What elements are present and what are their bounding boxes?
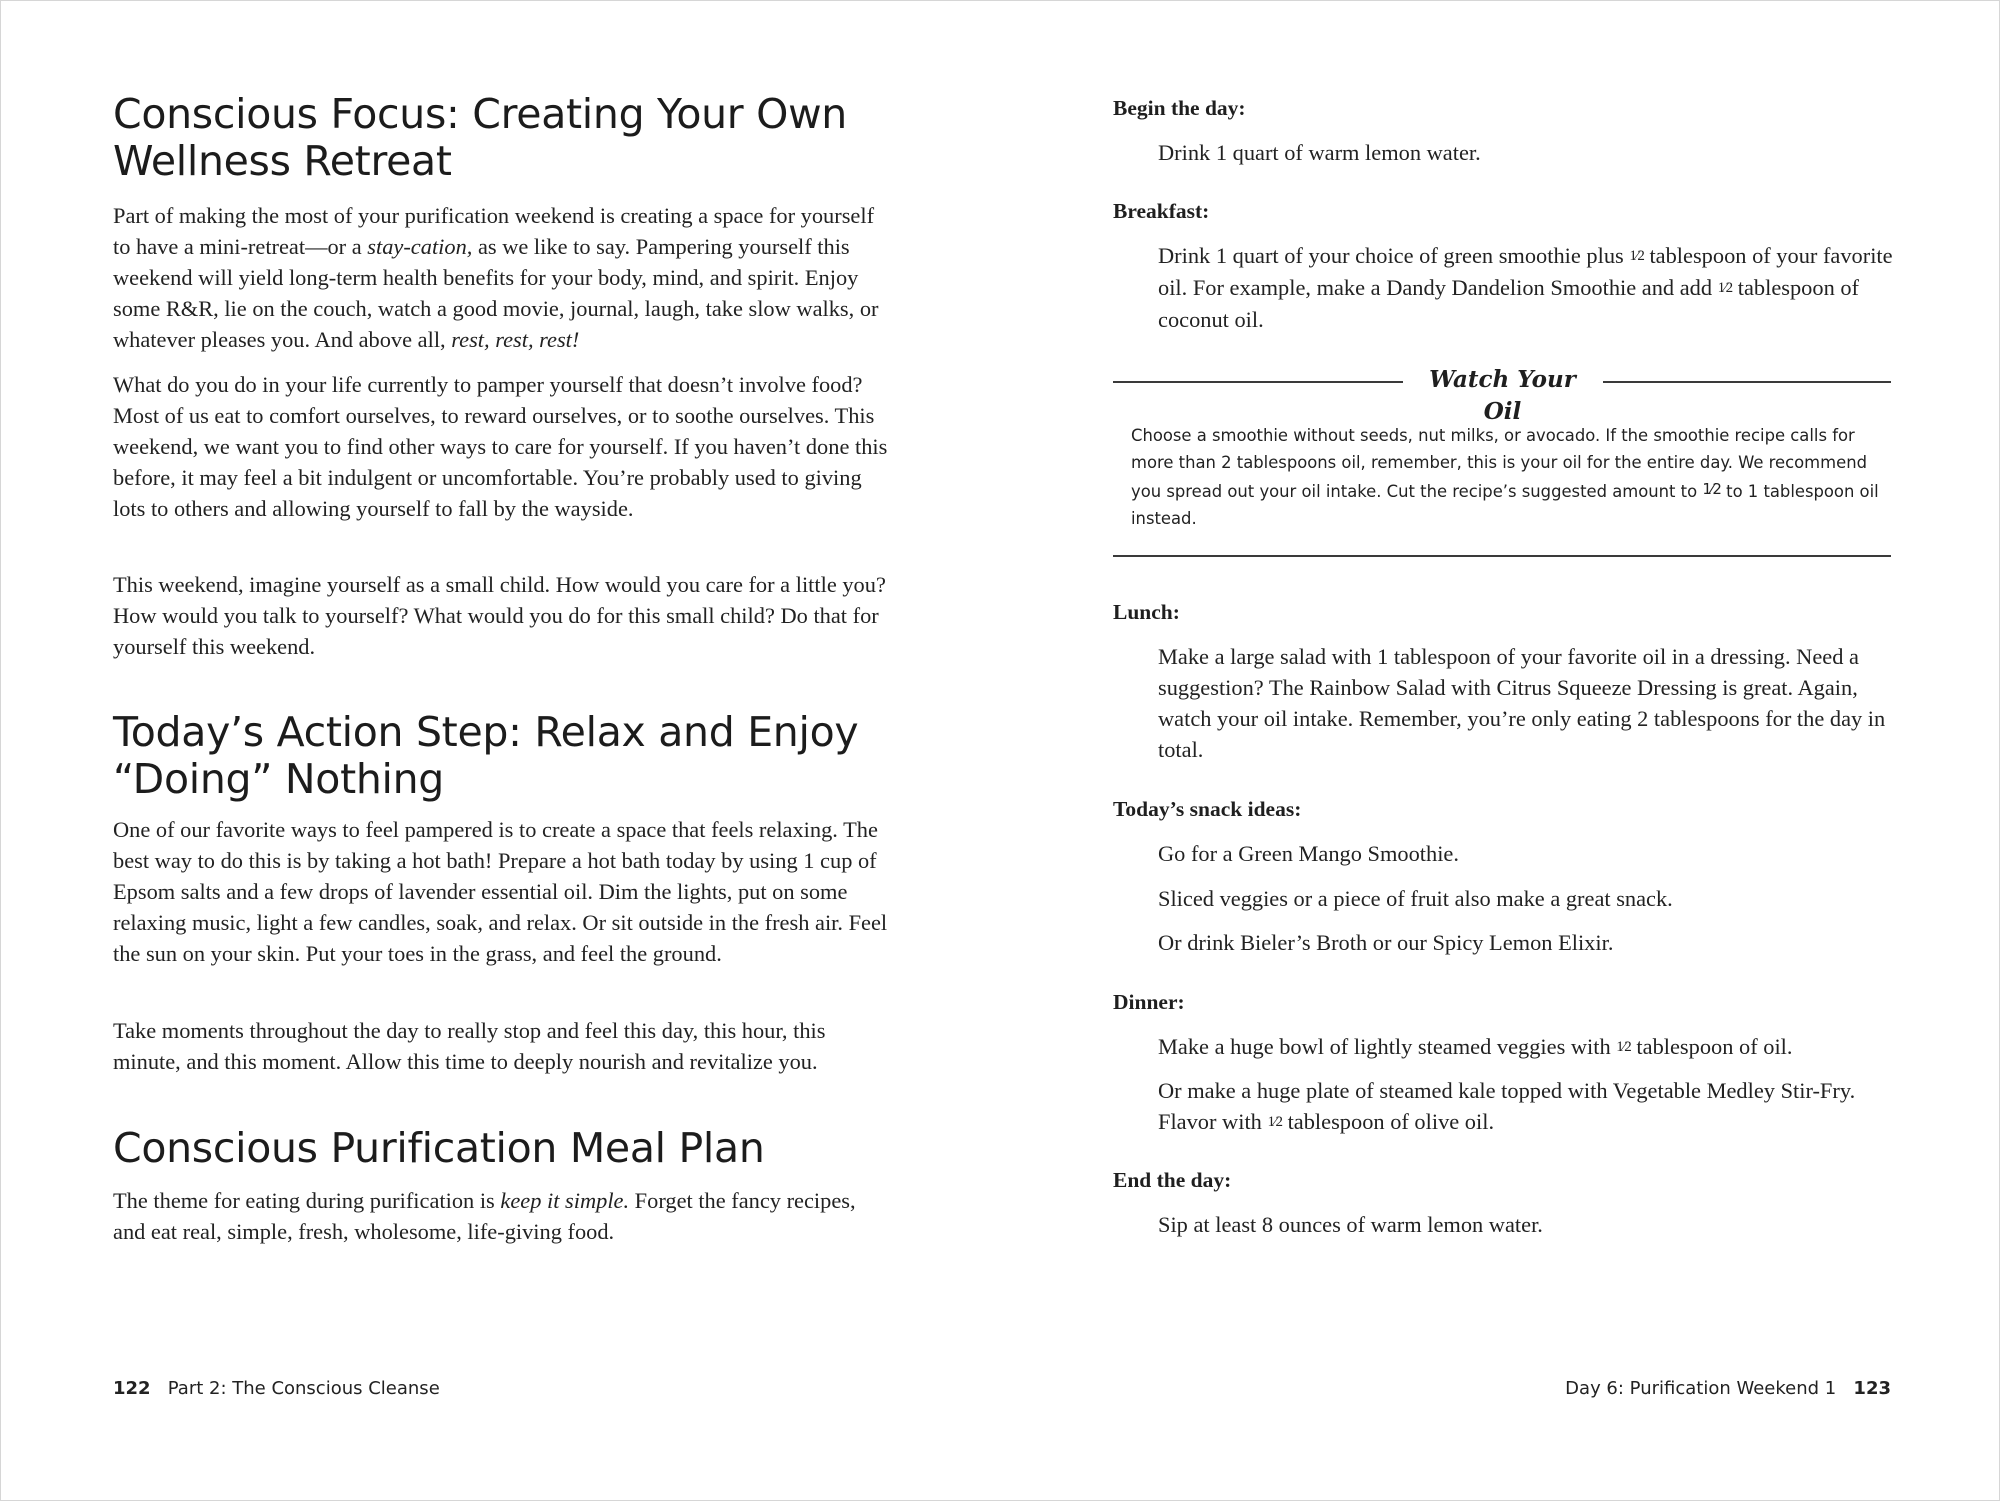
paragraph-pamper-yourself: What do you do in your life currently to pamper yourself that doesn’t involve food? Most of us eat to comfort ourselves, to reward ourselves, or to soothe ourselves. This weekend, we want you to find other ways to care for yourself. If you haven’t done this before, it may feel a bit indulgent or uncomfortable. You’re probably used to giving lots to others and allowing yourself to fall by the wayside. [113, 372, 888, 521]
label-lunch: Lunch: [1113, 600, 1180, 624]
snack-item: Sliced veggies or a piece of fruit also make a great snack. [1158, 886, 1673, 911]
emphasis-text: rest, rest, rest! [451, 327, 580, 352]
fraction-half: 1⁄2 [1717, 280, 1733, 296]
item-text: Make a huge bowl of lightly steamed veggies with [1158, 1034, 1617, 1059]
paragraph-small-child: This weekend, imagine yourself as a small child. How would you care for a little you? How would you talk to yourself? What would you do for this small child? Do that for yourself this weekend. [113, 572, 886, 659]
item-dinner-2 [1158, 1075, 1893, 1138]
paragraph-mini-retreat [113, 200, 893, 355]
heading-action-step: Today’s Action Step: Relax and Enjoy “Doing” Nothing [113, 708, 859, 803]
label-breakfast: Breakfast: [1113, 199, 1210, 223]
snack-item: Go for a Green Mango Smoothie. [1158, 841, 1459, 866]
running-footer: Part 2: The Conscious Cleanse [167, 1378, 440, 1399]
emphasis-text: keep it simple. [500, 1188, 630, 1213]
sidebar-top-rule-left [1113, 381, 1403, 383]
item-dinner-1 [1158, 1031, 1893, 1063]
item-text: tablespoon of oil. [1630, 1034, 1793, 1059]
paragraph-text: The theme for eating during purification is [113, 1188, 501, 1213]
paragraph-text: Part of making the most of your purification weekend is creating a space for yourself to have a mini-retreat—or a [113, 203, 875, 259]
sidebar-top-rule-right [1603, 381, 1891, 383]
item-text: tablespoon of coconut oil. [1158, 275, 1860, 332]
right-page [1113, 1, 1891, 1501]
fraction-half: 1⁄2 [1267, 1114, 1282, 1130]
snack-item: Or drink Bieler’s Broth or our Spicy Lemon Elixir. [1158, 930, 1614, 955]
sidebar-title: Watch Your Oil [1429, 366, 1576, 425]
paragraph-text: as we like to say. Pampering yourself this weekend will yield long-term health benefits for your body, mind, and spirit. Enjoy some R&R, lie on the couch, watch a good movie, journal, laugh, take slow walks, or whatever pleases you. And above all, [113, 234, 879, 352]
label-snack-ideas: Today’s snack ideas: [1113, 797, 1302, 821]
running-footer: Day 6: Purification Weekend 1 [1565, 1378, 1837, 1399]
item-text: tablespoon of your favorite oil. For example, make a Dandy Dandelion Smoothie and add [1158, 243, 1893, 300]
sidebar-body [1131, 422, 1891, 532]
paragraph-hot-bath: One of our favorite ways to feel pampered is to create a space that feels relaxing. The best way to do this is by taking a hot bath! Prepare a hot bath today by using 1 cup of Epsom salts and a few drops of lavender essential oil. Dim the lights, put on some relaxing music, light a few candles, soak, and relax. Or sit outside in the fresh air. Feel the sun on your skin. Put your toes in the grass, and feel the ground. [113, 817, 888, 966]
paragraph-text: Forget the fancy recipes, and eat real, simple, fresh, wholesome, life-giving food. [113, 1188, 856, 1244]
item-breakfast [1158, 240, 1893, 335]
fraction-half: 1⁄2 [1616, 1039, 1631, 1055]
item-end-day: Sip at least 8 ounces of warm lemon water. [1158, 1212, 1543, 1237]
item-lunch: Make a large salad with 1 tablespoon of your favorite oil in a dressing. Need a suggestion? The Rainbow Salad with Citrus Squeeze Dressing is great. Again, watch your oil intake. Remember, you’re only eating 2 tablespoons for the day in total. [1158, 644, 1886, 762]
label-end-day: End the day: [1113, 1168, 1232, 1192]
sidebar-text: to 1 tablespoon oil instead. [1131, 482, 1879, 528]
page-number: 123 [1853, 1378, 1891, 1399]
fraction-half: 1⁄2 [1702, 480, 1721, 498]
label-begin-day: Begin the day: [1113, 96, 1246, 120]
heading-wellness-retreat: Conscious Focus: Creating Your Own Wellness Retreat [113, 90, 847, 185]
item-text: tablespoon of olive oil. [1281, 1109, 1495, 1134]
sidebar-bottom-rule [1113, 555, 1891, 557]
fraction-half: 1⁄2 [1629, 248, 1644, 264]
label-dinner: Dinner: [1113, 990, 1185, 1014]
page-number: 122 [113, 1378, 151, 1399]
item-text: Drink 1 quart of your choice of green smoothie plus [1158, 243, 1630, 268]
paragraph-keep-it-simple [113, 1185, 893, 1247]
item-begin-day: Drink 1 quart of warm lemon water. [1158, 140, 1481, 165]
sidebar-text: Choose a smoothie without seeds, nut milks, or avocado. If the smoothie recipe calls for more than 2 tablespoons oil, remember, this is your oil for the entire day. We recommend you spread out your oil intake. Cut the recipe’s suggested amount to [1131, 426, 1867, 501]
left-page [113, 1, 893, 1501]
left-folio [113, 1376, 440, 1402]
emphasis-text: stay-cation, [367, 234, 473, 259]
right-folio [1565, 1376, 1891, 1402]
heading-meal-plan: Conscious Purification Meal Plan [113, 1124, 765, 1172]
item-text: Or make a huge plate of steamed kale topped with Vegetable Medley Stir-Fry. Flavor with [1158, 1078, 1856, 1134]
paragraph-take-moments: Take moments throughout the day to really stop and feel this day, this hour, this minute, and this moment. Allow this time to deeply nourish and revitalize you. [113, 1018, 826, 1074]
